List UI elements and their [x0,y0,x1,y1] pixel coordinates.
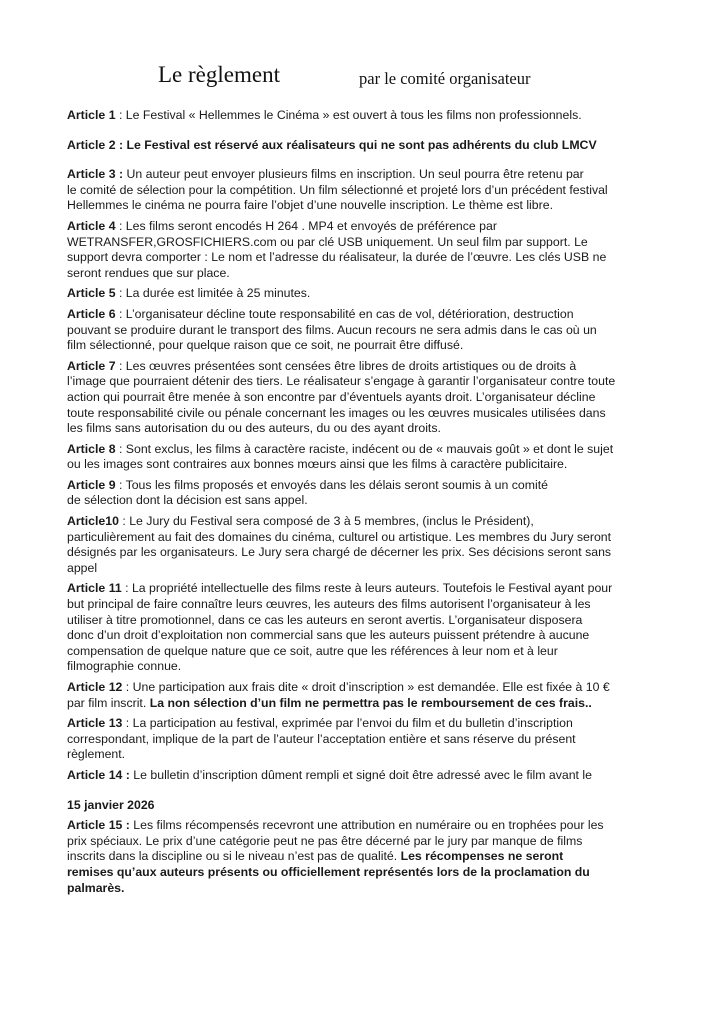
article-2-label: Article 2 [67,137,116,152]
article-14-deadline: 15 janvier 2026 [67,797,155,812]
article-3-text: Un auteur peut envoyer plusieurs films en inscription. Un seul pourra être retenu par le comité de sélection pour la compétition. Un film sélectionné et projeté lors d’un précédent festival Hellemmes le cinéma ne pourra faire l’objet d’une nouvelle inscription. Le thème est libre. [67,167,608,213]
article-4-separator: : [115,218,126,233]
article-9-separator: : [115,477,126,492]
article-13-text: La participation au festival, exprimée par l’envoi du film et du bulletin d’inscription correspondant, implique de la part de l’auteur l’acceptation entière et sans réserve du présent règlement. [67,716,576,762]
article-13-separator: : [122,716,133,731]
article-6-separator: : [115,306,126,321]
article-15-bold-text: Les récompenses ne seront remises qu’aux auteurs présents ou officiellement représentés lors de la proclamation du palmarès. [67,849,590,895]
article-14-label: Article 14 : [67,767,130,782]
article-11-label: Article 11 [67,581,122,596]
article-4 [67,219,635,281]
article-10-text: Le Jury du Festival sera composé de 3 à 5 membres, (inclus le Président), particulièrement au fait des domaines du cinéma, culturel ou artistique. Les membres du Jury seront désignés par les organisateurs. Le Jury sera chargé de décerner les prix. Ses décisions seront sans appel [67,514,612,575]
article-7-text: Les œuvres présentées sont censées être libres de droits artistiques ou de droits à l’image que pourraient détenir des tiers. Le réalisateur s’engage à garantir l’organisateur contre toute action qui pourrait être menée à son encontre par d’éventuels ayants droit. L’organisateur décline toute responsabilité civile ou pénale concernant les images ou les œuvres musicales utilisées dans les films sans autorisation du ou des auteurs, du ou des ayant droits. [67,358,616,436]
article-14 [67,768,635,784]
article-6 [67,307,635,354]
article-10-separator: : [118,514,130,529]
article-6-text: L’organisateur décline toute responsabilité en cas de vol, détérioration, destruction pouvant se produire durant le transport des films. Aucun recours ne sera admis dans le cas où un film sélectionné, pour quelque raison que ce soit, ne pourrait être diffusé. [67,306,597,353]
article-1-separator: : [115,108,126,122]
article-11-text: La propriété intellectuelle des films reste à leurs auteurs. Toutefois le Festival ayant pour but principal de faire connaître leurs œuvres, les auteurs des films autorisent l’organisateur à les utiliser à titre promotionnel, dans ce cas les auteurs en seront avertis. L’organisateur disposera donc d’un droit d’exploitation non commercial sans que les auteurs puissent prétendre à aucune compensation de quelque nature que ce soit, autre que les références à leur nom et à leur filmographie connue. [67,581,613,674]
article-12-label: Article 12 [67,680,123,694]
article-13 [67,716,635,763]
article-8-label: Article 8 [67,441,116,456]
article-2 [67,138,635,154]
article-7 [67,359,635,437]
article-6-label: Article 6 [67,306,116,321]
article-7-separator: : [115,358,126,373]
article-4-label: Article 4 [67,218,116,233]
article-3-label: Article 3 [67,167,116,182]
article-1 [67,108,635,124]
article-8-separator: : [115,441,126,456]
article-1-text: Le Festival « Hellemmes le Cinéma » est ouvert à tous les films non professionnels. [125,108,582,122]
article-12-bold-text: La non sélection d’un film ne permettra pas le remboursement de ces frais.. [149,695,592,710]
article-5-label: Article 5 [67,286,116,301]
article-11 [67,581,635,675]
article-8-text: Sont exclus, les films à caractère raciste, indécent ou de « mauvais goût » et dont le sujet ou les images sont contraires aux bonnes mœurs ainsi que les films à caractère publicitaire. [67,441,614,472]
article-13-label: Article 13 [67,716,123,731]
page-subtitle: par le comité organisateur [359,69,531,88]
article-9 [67,478,635,509]
article-15-text: Les films récompensés recevront une attribution en numéraire ou en trophées pour les prix spéciaux. Le prix d’une catégorie peut ne pas être décerné par le jury par manque de films inscrits dans la discipline ou si le niveau n’est pas de qualité. [67,818,604,864]
article-12-text: Une participation aux frais dite « droit d’inscription » est demandée. Elle est fixée à 10 € par film inscrit. [67,680,610,710]
article-12 [67,680,635,711]
article-5-text: La durée est limitée à 25 minutes. [125,286,311,301]
article-10 [67,514,635,576]
article-8 [67,442,635,473]
rules-body [67,108,635,896]
article-5-separator: : [115,286,126,301]
article-12-separator: : [122,680,133,694]
article-2-separator: : [115,137,127,152]
page-title: Le règlement [158,62,280,87]
article-3 [67,167,635,214]
article-14-text: Le bulletin d’inscription dûment rempli et signé doit être adressé avec le film avant le [129,767,592,782]
article-11-separator: : [121,581,132,596]
document-header [0,62,713,98]
article-9-text: Tous les films proposés et envoyés dans les délais seront soumis à un comité de sélection dont la décision est sans appel. [67,477,548,508]
article-10-label: Article10 [67,514,119,529]
article-4-text: Les films seront encodés H 264 . MP4 et envoyés de préférence par WETRANSFER,GROSFICHIERS.com ou par clé USB uniquement. Un seul film par support. Le support devra comporter : Le nom et l’adresse du réalisateur, la durée de l’œuvre. Les clés USB ne seront rendues que sur place. [67,218,607,280]
article-15-label: Article 15 : [67,818,130,833]
article-7-label: Article 7 [67,358,116,373]
article-1-label: Article 1 [67,108,116,122]
article-2-text: Le Festival est réservé aux réalisateurs qui ne sont pas adhérents du club LMCV [126,137,597,152]
article-9-label: Article 9 [67,477,116,492]
article-15 [67,818,635,896]
article-5 [67,286,635,302]
article-3-separator: : [115,167,127,182]
